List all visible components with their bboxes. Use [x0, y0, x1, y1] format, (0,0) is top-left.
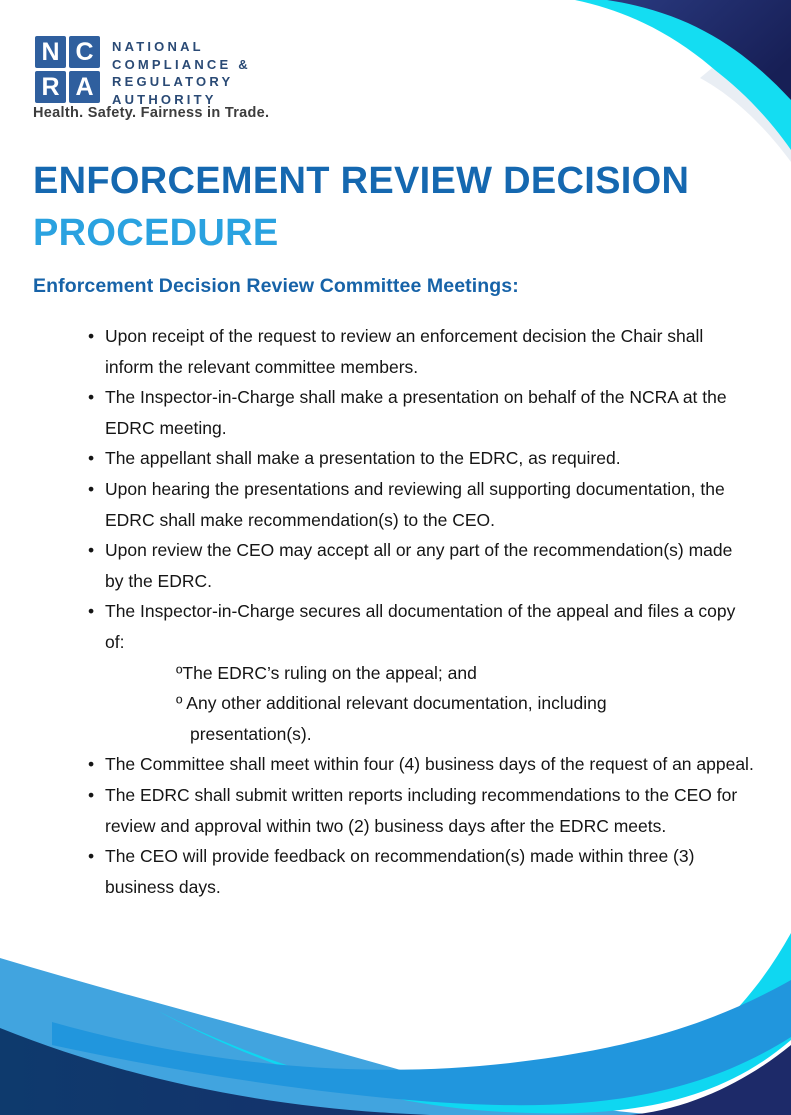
- logo-tagline: Health. Safety. Fairness in Trade.: [33, 105, 270, 121]
- bullet-dot: •: [88, 846, 95, 867]
- cyan-band-shape: [575, 0, 791, 155]
- bullet-dot: •: [88, 448, 95, 469]
- bullet-dot: •: [88, 326, 95, 346]
- bullet-text: The Inspector-in-Charge shall make a presentation on behalf of the NCRA at the EDRC meeting.: [105, 387, 727, 438]
- list-item: [88, 780, 791, 841]
- bullet-text: The appellant shall make a presentation to the EDRC, as required.: [105, 448, 621, 469]
- page-title-line2: PROCEDURE: [33, 212, 279, 254]
- cyan-swoosh-shape: [158, 933, 791, 1113]
- bullet-dot: •: [88, 540, 95, 561]
- ncra-logo: [35, 36, 251, 108]
- bullet-dot: •: [88, 387, 95, 408]
- list-item: [88, 841, 791, 902]
- sub-bullet-item: º Any other additional relevant documentation, including presentation(s).: [176, 693, 607, 744]
- list-item: [88, 443, 791, 474]
- navy-right-corner-shape: [630, 1045, 791, 1115]
- navy-corner-shape: [607, 0, 791, 100]
- bullet-text: Upon hearing the presentations and reviewing all supporting documentation, the EDRC shall make recommendation(s) to the CEO.: [105, 478, 725, 530]
- faint-streak-shape: [700, 68, 791, 162]
- medium-blue-band-shape: [52, 980, 791, 1105]
- sub-bullet-item: ºThe EDRC’s ruling on the appeal; and: [176, 662, 477, 683]
- logo-org-name: [112, 36, 251, 108]
- page-title: [33, 155, 689, 259]
- logo-org-line: REGULATORY: [112, 74, 234, 89]
- page-title-line1: ENFORCEMENT REVIEW DECISION: [33, 160, 690, 202]
- light-blue-wave-shape: [0, 958, 660, 1115]
- bullet-list: [0, 321, 791, 902]
- list-item: [88, 535, 791, 596]
- bullet-text: The Committee shall meet within four (4) business days of the request of an appeal.: [105, 754, 754, 775]
- navy-left-base-shape: [0, 1028, 430, 1115]
- bullet-dot: •: [88, 478, 95, 499]
- list-item: [88, 321, 791, 382]
- bullet-dot: •: [88, 784, 95, 805]
- bullet-text: The Inspector-in-Charge secures all documentation of the appeal and files a copy of:: [105, 601, 736, 652]
- bullet-text: Upon review the CEO may accept all or any part of the recommendation(s) made by the EDRC.: [105, 540, 733, 591]
- logo-letter-r: R: [35, 71, 66, 103]
- list-item: [88, 596, 791, 749]
- bullet-dot: •: [88, 754, 95, 775]
- list-item: [88, 382, 791, 443]
- logo-org-line: NATIONAL: [112, 39, 204, 54]
- sub-list: [105, 658, 755, 750]
- bullet-dot: •: [88, 601, 95, 622]
- bullet-text: The EDRC shall submit written reports including recommendations to the CEO for review and approval within two (2) business days after the EDRC meets.: [105, 784, 738, 836]
- logo-letter-c: C: [69, 36, 100, 68]
- list-item: [88, 749, 791, 780]
- logo-org-line: AUTHORITY: [112, 91, 217, 107]
- bullet-text: The CEO will provide feedback on recommendation(s) made within three (3) business days.: [105, 846, 695, 897]
- ncra-logo-grid: [35, 36, 100, 103]
- section-heading: Enforcement Decision Review Committee Meetings:: [33, 275, 519, 297]
- list-item: [88, 474, 791, 535]
- bullet-text: Upon receipt of the request to review an enforcement decision the Chair shall inform the relevant committee members.: [105, 326, 704, 377]
- logo-letter-a: A: [69, 71, 100, 103]
- logo-letter-n: N: [35, 36, 66, 68]
- bottom-waves-decoration: [0, 925, 791, 1115]
- logo-org-line: COMPLIANCE &: [112, 56, 251, 72]
